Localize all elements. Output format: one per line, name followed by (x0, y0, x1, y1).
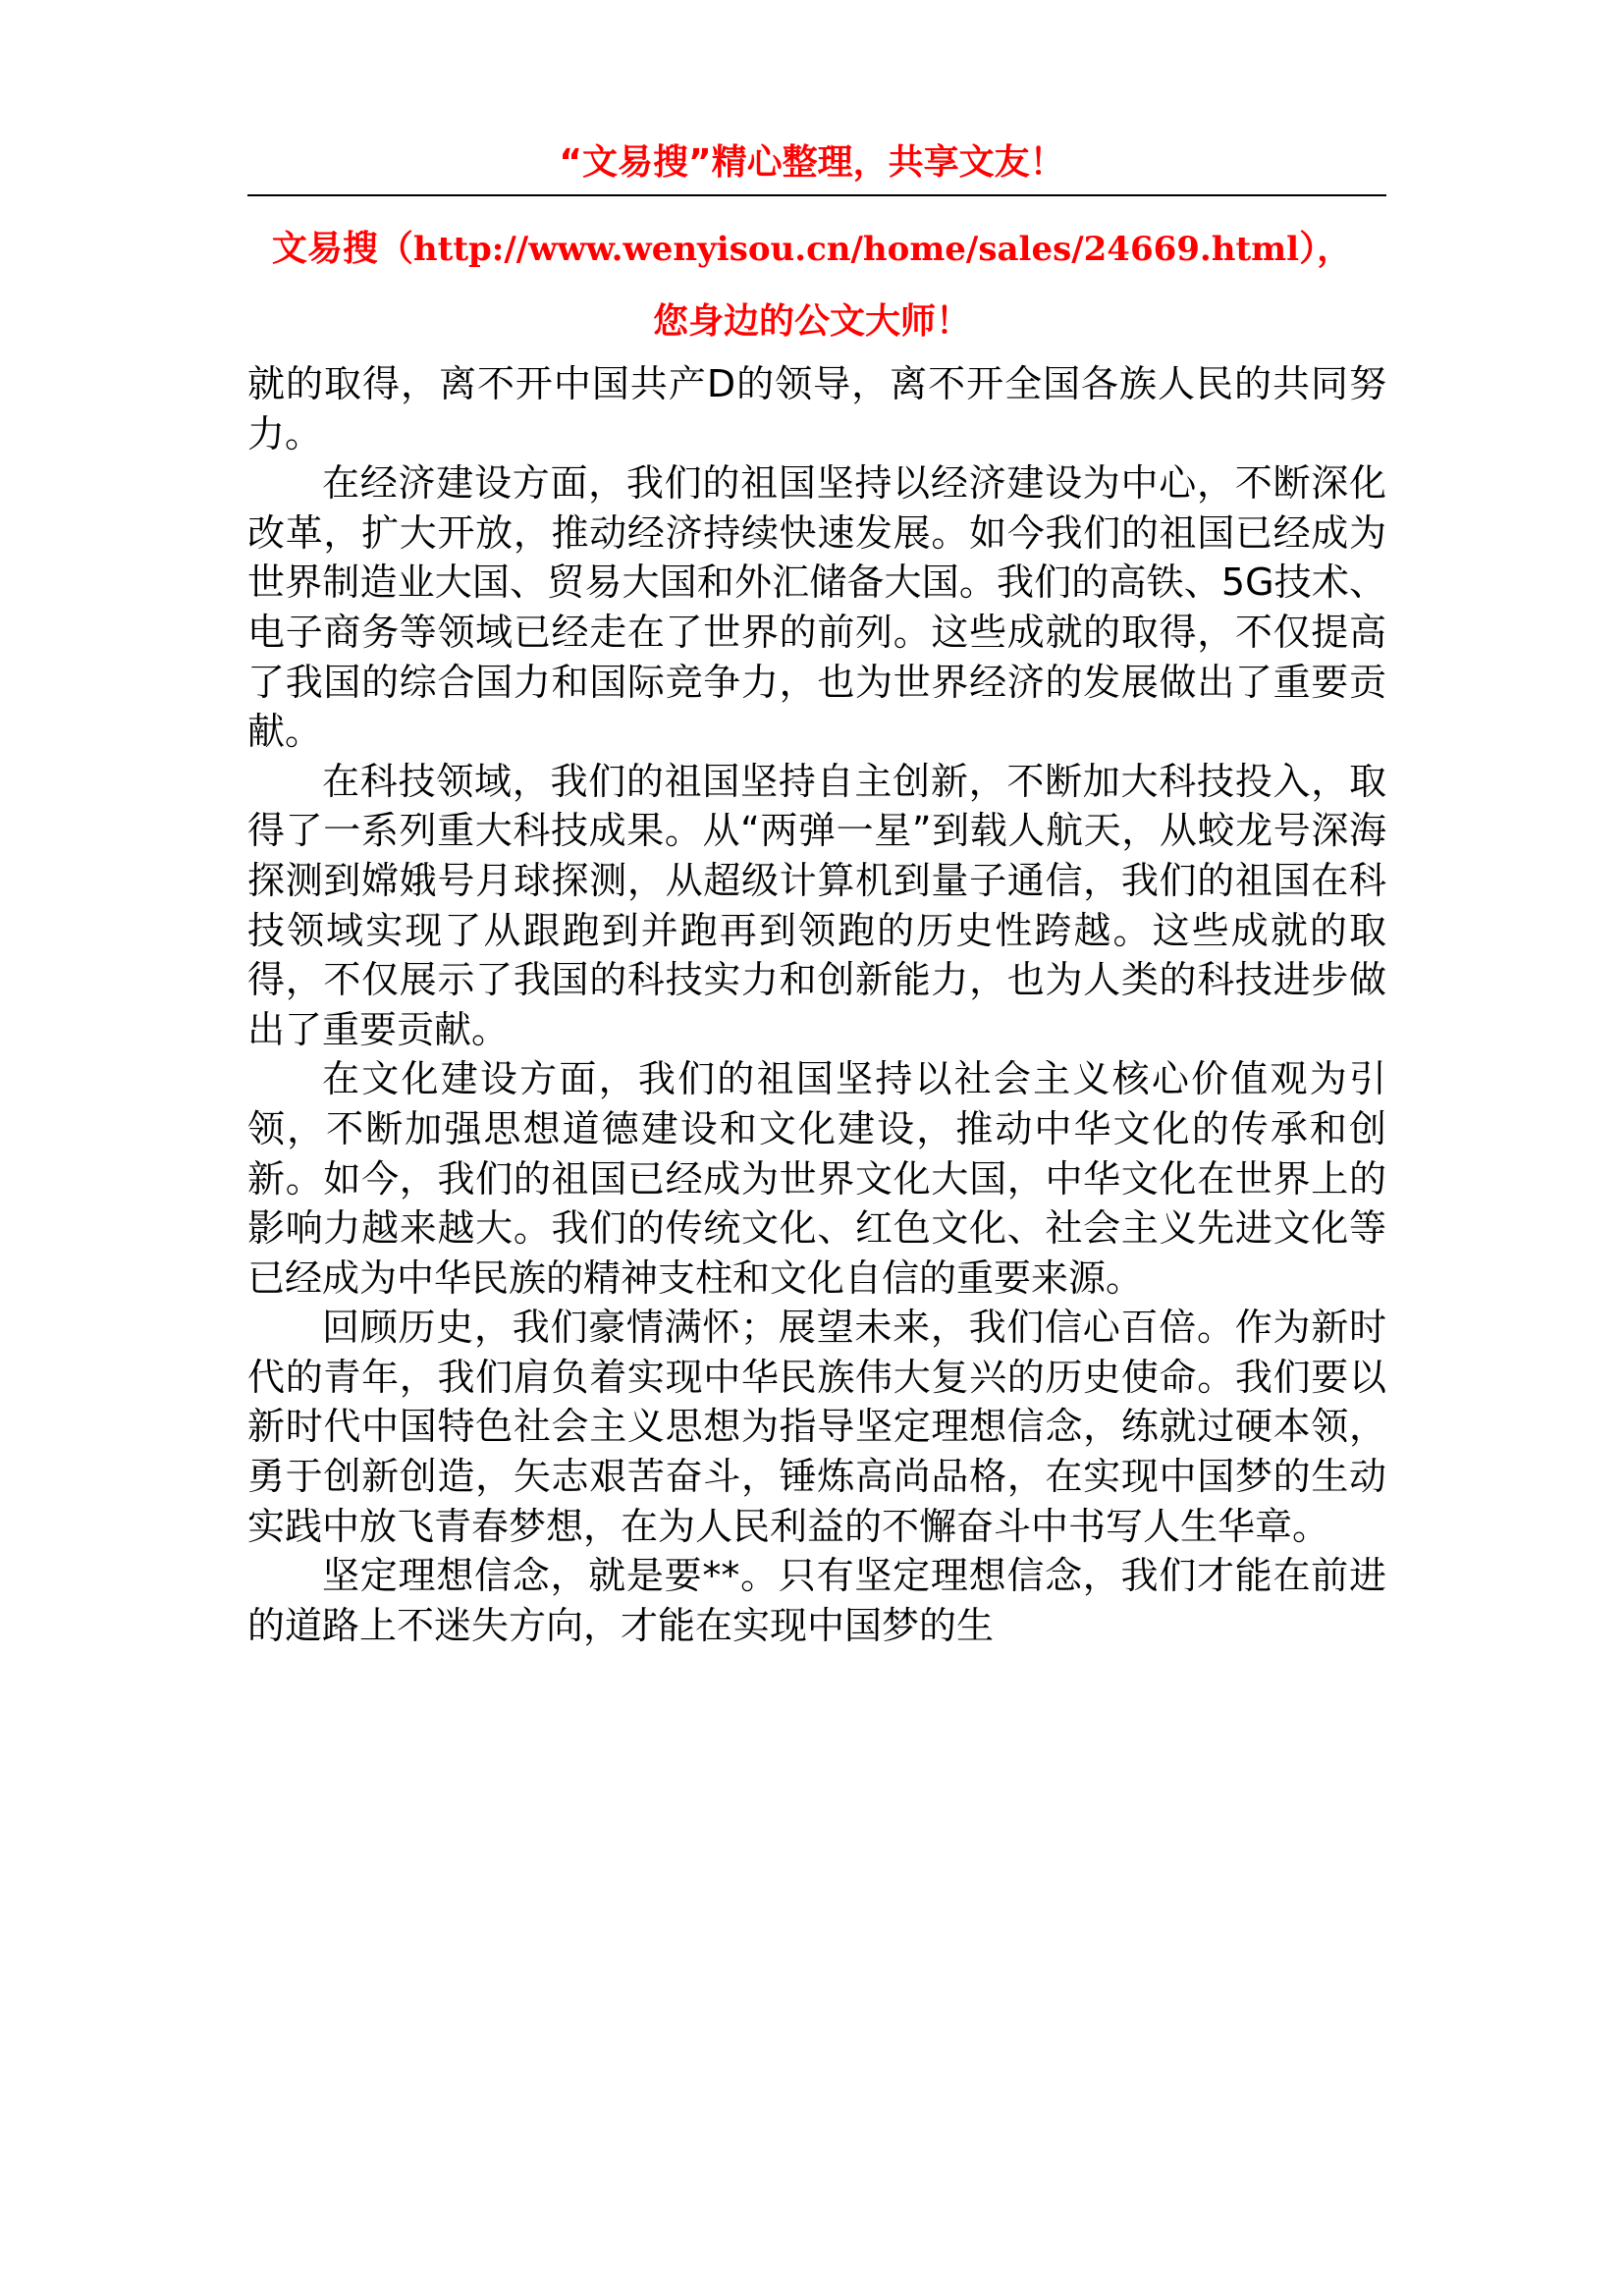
paragraph: 坚定理想信念，就是要**。只有坚定理想信念，我们才能在前进的道路上不迷失方向，才能在实现中国梦的生 (247, 1554, 1386, 1647)
header-divider (247, 194, 1386, 196)
site-prefix: 文易搜（ (271, 229, 413, 269)
header-site-line (0, 222, 1624, 277)
paragraph: 在经济建设方面，我们的祖国坚持以经济建设为中心，不断深化改革，扩大开放，推动经济持续快速发展。如今我们的祖国已经成为世界制造业大国、贸易大国和外汇储备大国。我们的高铁、5G技术、电子商务等领域已经走在了世界的前列。这些成就的取得，不仅提高了我国的综合国力和国际竞争力，也为世界经济的发展做出了重要贡献。 (247, 461, 1386, 754)
paragraph: 在科技领域，我们的祖国坚持自主创新，不断加大科技投入，取得了一系列重大科技成果。从“两弹一星”到载人航天，从蛟龙号深海探测到嫦娥号月球探测，从超级计算机到量子通信，我们的祖国在科技领域实现了从跟跑到并跑再到领跑的历史性跨越。这些成就的取得，不仅展示了我国的科技实力和创新能力，也为人类的科技进步做出了重要贡献。 (247, 759, 1386, 1051)
paragraph: 在文化建设方面，我们的祖国坚持以社会主义核心价值观为引领，不断加强思想道德建设和文化建设，推动中华文化的传承和创新。如今，我们的祖国已经成为世界文化大国，中华文化在世界上的影响力越来越大。我们的传统文化、红色文化、社会主义先进文化等已经成为中华民族的精神支柱和文化自信的重要来源。 (247, 1057, 1386, 1300)
site-suffix: ）， (1299, 229, 1353, 269)
paragraph: 回顾历史，我们豪情满怀；展望未来，我们信心百倍。作为新时代的青年，我们肩负着实现中华民族伟大复兴的历史使命。我们要以新时代中国特色社会主义思想为指导坚定理想信念，练就过硬本领，勇于创新创造，矢志艰苦奋斗，锤炼高尚品格，在实现中国梦的生动实践中放飞青春梦想，在为人民利益的不懈奋斗中书写人生华章。 (247, 1306, 1386, 1548)
site-url-link[interactable]: http://www.wenyisou.cn/home/sales/24669.html (412, 230, 1300, 269)
document-body (247, 359, 1386, 1650)
header-title: “文易搜”精心整理，共享文友！ (559, 142, 1065, 183)
paragraph: 就的取得，离不开中国共产D的领导，离不开全国各族人民的共同努力。 (247, 362, 1386, 455)
header-slogan: 您身边的公文大师！ (652, 301, 971, 342)
